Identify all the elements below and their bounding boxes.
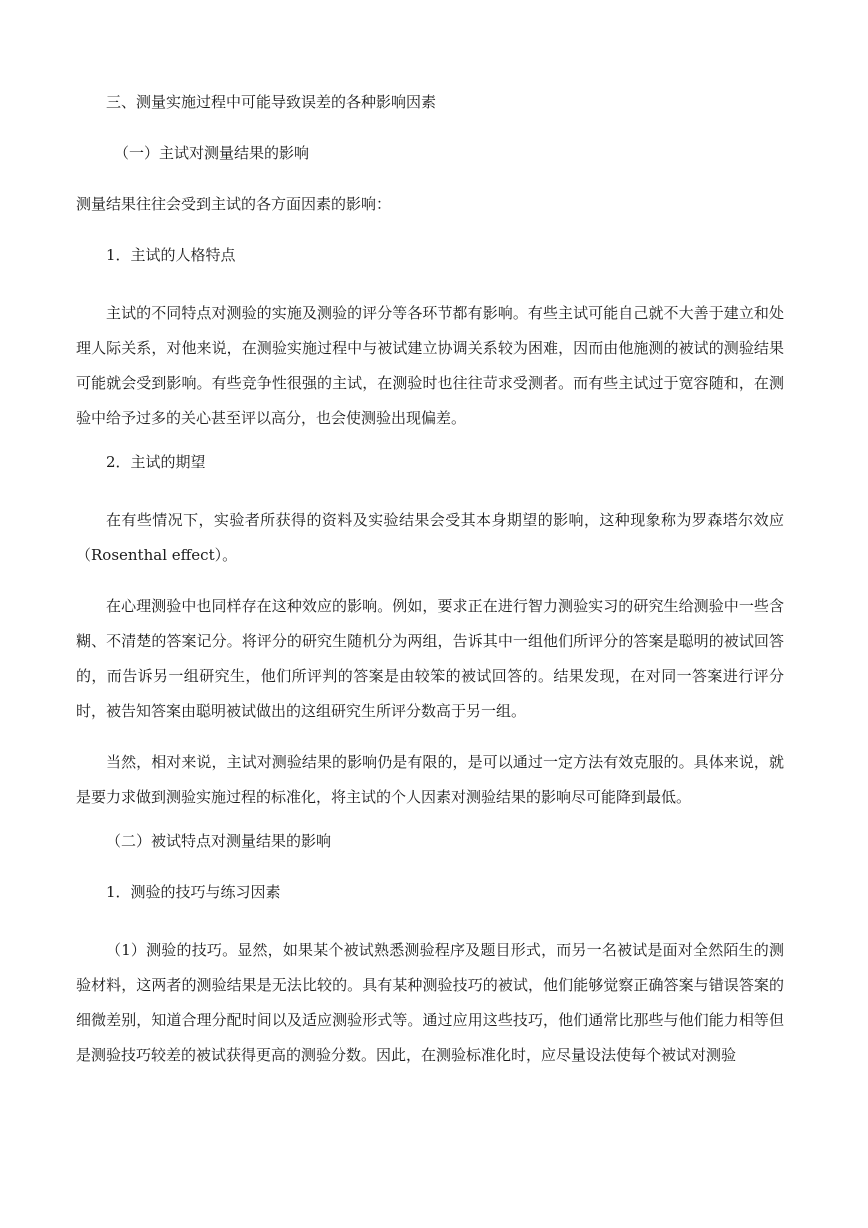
item-heading-1: 1．主试的人格特点 — [106, 246, 236, 264]
item-heading-3: 1．测验的技巧与练习因素 — [106, 883, 281, 901]
subsection-heading-2: （二）被试特点对测量结果的影响 — [106, 832, 332, 850]
paragraph-4: 当然，相对来说，主试对测验结果的影响仍是有限的，是可以通过一定方法有效克服的。具体来说，就是要力求做到测验实施过程的标准化，将主试的个人因素对测验结果的影响尽可能降到最低。 — [76, 753, 784, 806]
lead-sentence: 测量结果往往会受到主试的各方面因素的影响： — [76, 195, 392, 213]
document-page — [76, 92, 784, 1089]
subsection-heading-1: （一）主试对测量结果的影响 — [114, 144, 310, 162]
section-heading: 三、测量实施过程中可能导致误差的各种影响因素 — [106, 93, 437, 111]
paragraph-2: 在有些情况下，实验者所获得的资料及实验结果会受其本身期望的影响，这种现象称为罗森塔尔效应（Rosenthal effect）。 — [76, 511, 784, 564]
paragraph-3: 在心理测验中也同样存在这种效应的影响。例如，要求正在进行智力测验实习的研究生给测验中一些含糊、不清楚的答案记分。将评分的研究生随机分为两组，告诉其中一组他们所评分的答案是聪明的被试回答的，而告诉另一组研究生，他们所评判的答案是由较笨的被试回答的。结果发现，在对同一答案进行评分时，被告知答案由聪明被试做出的这组研究生所评分数高于另一组。 — [76, 597, 784, 720]
item-heading-2: 2．主试的期望 — [106, 453, 206, 471]
paragraph-5: （1）测验的技巧。显然，如果某个被试熟悉测验程序及题目形式，而另一名被试是面对全然陌生的测验材料，这两者的测验结果是无法比较的。具有某种测验技巧的被试，他们能够觉察正确答案与错误答案的细微差别，知道合理分配时间以及适应测验形式等。通过应用这些技巧，他们通常比那些与他们能力相等但是测验技巧较差的被试获得更高的测验分数。因此，在测验标准化时，应尽量设法使每个被试对测验 — [76, 941, 784, 1064]
paragraph-1: 主试的不同特点对测验的实施及测验的评分等各环节都有影响。有些主试可能自己就不大善于建立和处理人际关系，对他来说，在测验实施过程中与被试建立协调关系较为困难，因而由他施测的被试的测验结果可能就会受到影响。有些竞争性很强的主试，在测验时也往往苛求受测者。而有些主试过于宽容随和，在测验中给予过多的关心甚至评以高分，也会使测验出现偏差。 — [76, 304, 784, 427]
